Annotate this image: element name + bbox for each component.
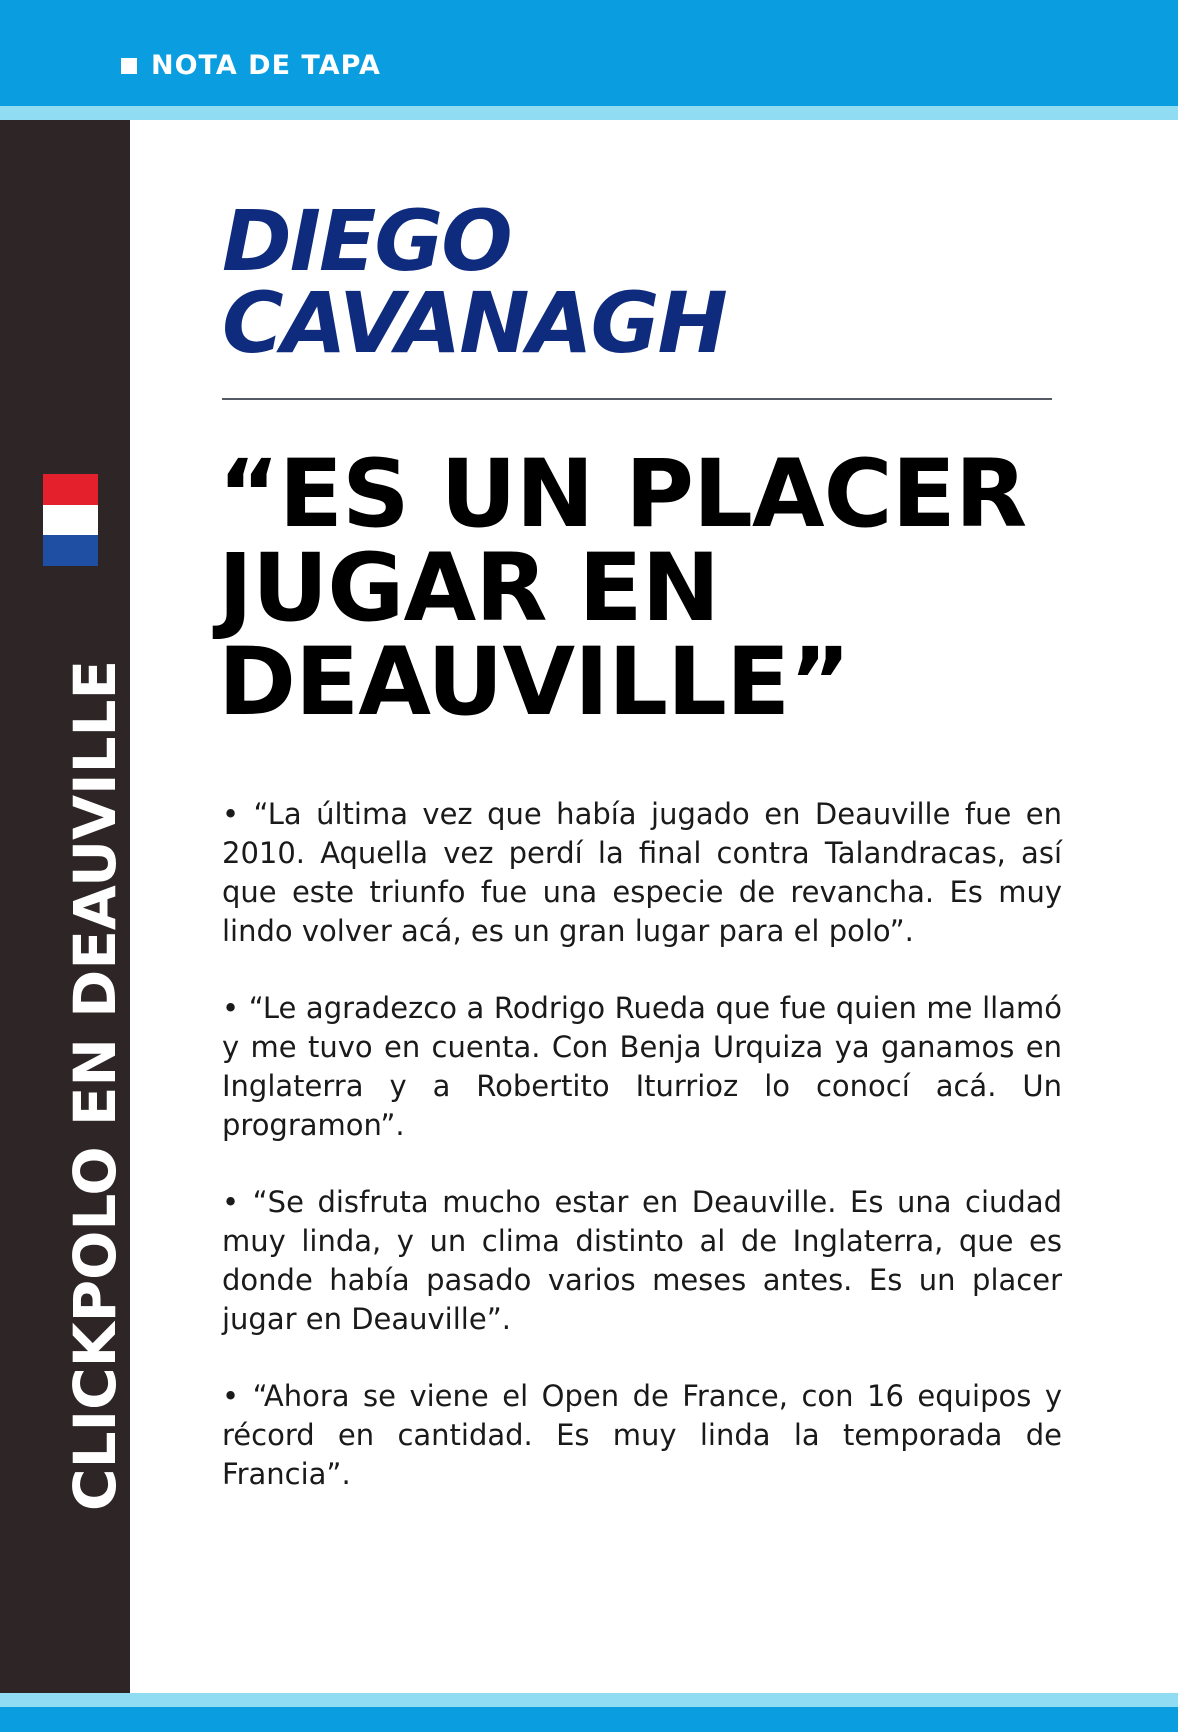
flag-stripe-red	[43, 474, 98, 505]
sidebar-title: CLICKPOLO EN DEAUVILLE	[61, 659, 129, 1511]
section-label-text: NOTA DE TAPA	[151, 50, 381, 81]
article-body	[222, 795, 1062, 1532]
flag-stripe-blue	[43, 535, 98, 566]
quote-paragraph: • “La última vez que había jugado en Deauville fue en 2010. Aquella vez perdí la final contra Talandracas, así que este triunfo fue una especie de revancha. Es muy lindo volver acá, es un gran lugar para el polo”.	[222, 797, 1062, 948]
section-label	[121, 50, 381, 81]
quote-paragraph: • “Se disfruta mucho estar en Deauville. Es una ciudad muy linda, y un clima distinto al de Inglaterra, que es donde había pasado varios meses antes. Es un placer jugar en Deauville”.	[222, 1185, 1062, 1336]
headline-line-2: JUGAR EN	[218, 534, 720, 643]
flag-stripe-white	[43, 505, 98, 536]
divider	[222, 398, 1052, 400]
quote-paragraph: • “Ahora se viene el Open de France, con 16 equipos y récord en cantidad. Es muy linda la temporada de Francia”.	[222, 1379, 1062, 1491]
quote-paragraph: • “Le agradezco a Rodrigo Rueda que fue quien me llamó y me tuvo en cuenta. Con Benja Urquiza ya ganamos en Inglaterra y a Robertito Iturrioz lo conocí acá. Un programon”.	[222, 991, 1062, 1142]
player-first-name: DIEGO	[222, 192, 511, 290]
footer-stripe	[0, 1693, 1178, 1707]
french-flag-icon	[43, 474, 98, 566]
headline	[218, 440, 1027, 737]
headline-line-1: “ES UN PLACER	[218, 440, 1027, 549]
player-name	[222, 192, 726, 372]
footer-bar	[0, 1707, 1178, 1732]
player-last-name: CAVANAGH	[222, 274, 726, 372]
header-stripe	[0, 106, 1178, 120]
square-bullet-icon	[121, 58, 137, 74]
headline-line-3: DEAUVILLE”	[218, 628, 850, 737]
sidebar	[0, 120, 130, 1693]
